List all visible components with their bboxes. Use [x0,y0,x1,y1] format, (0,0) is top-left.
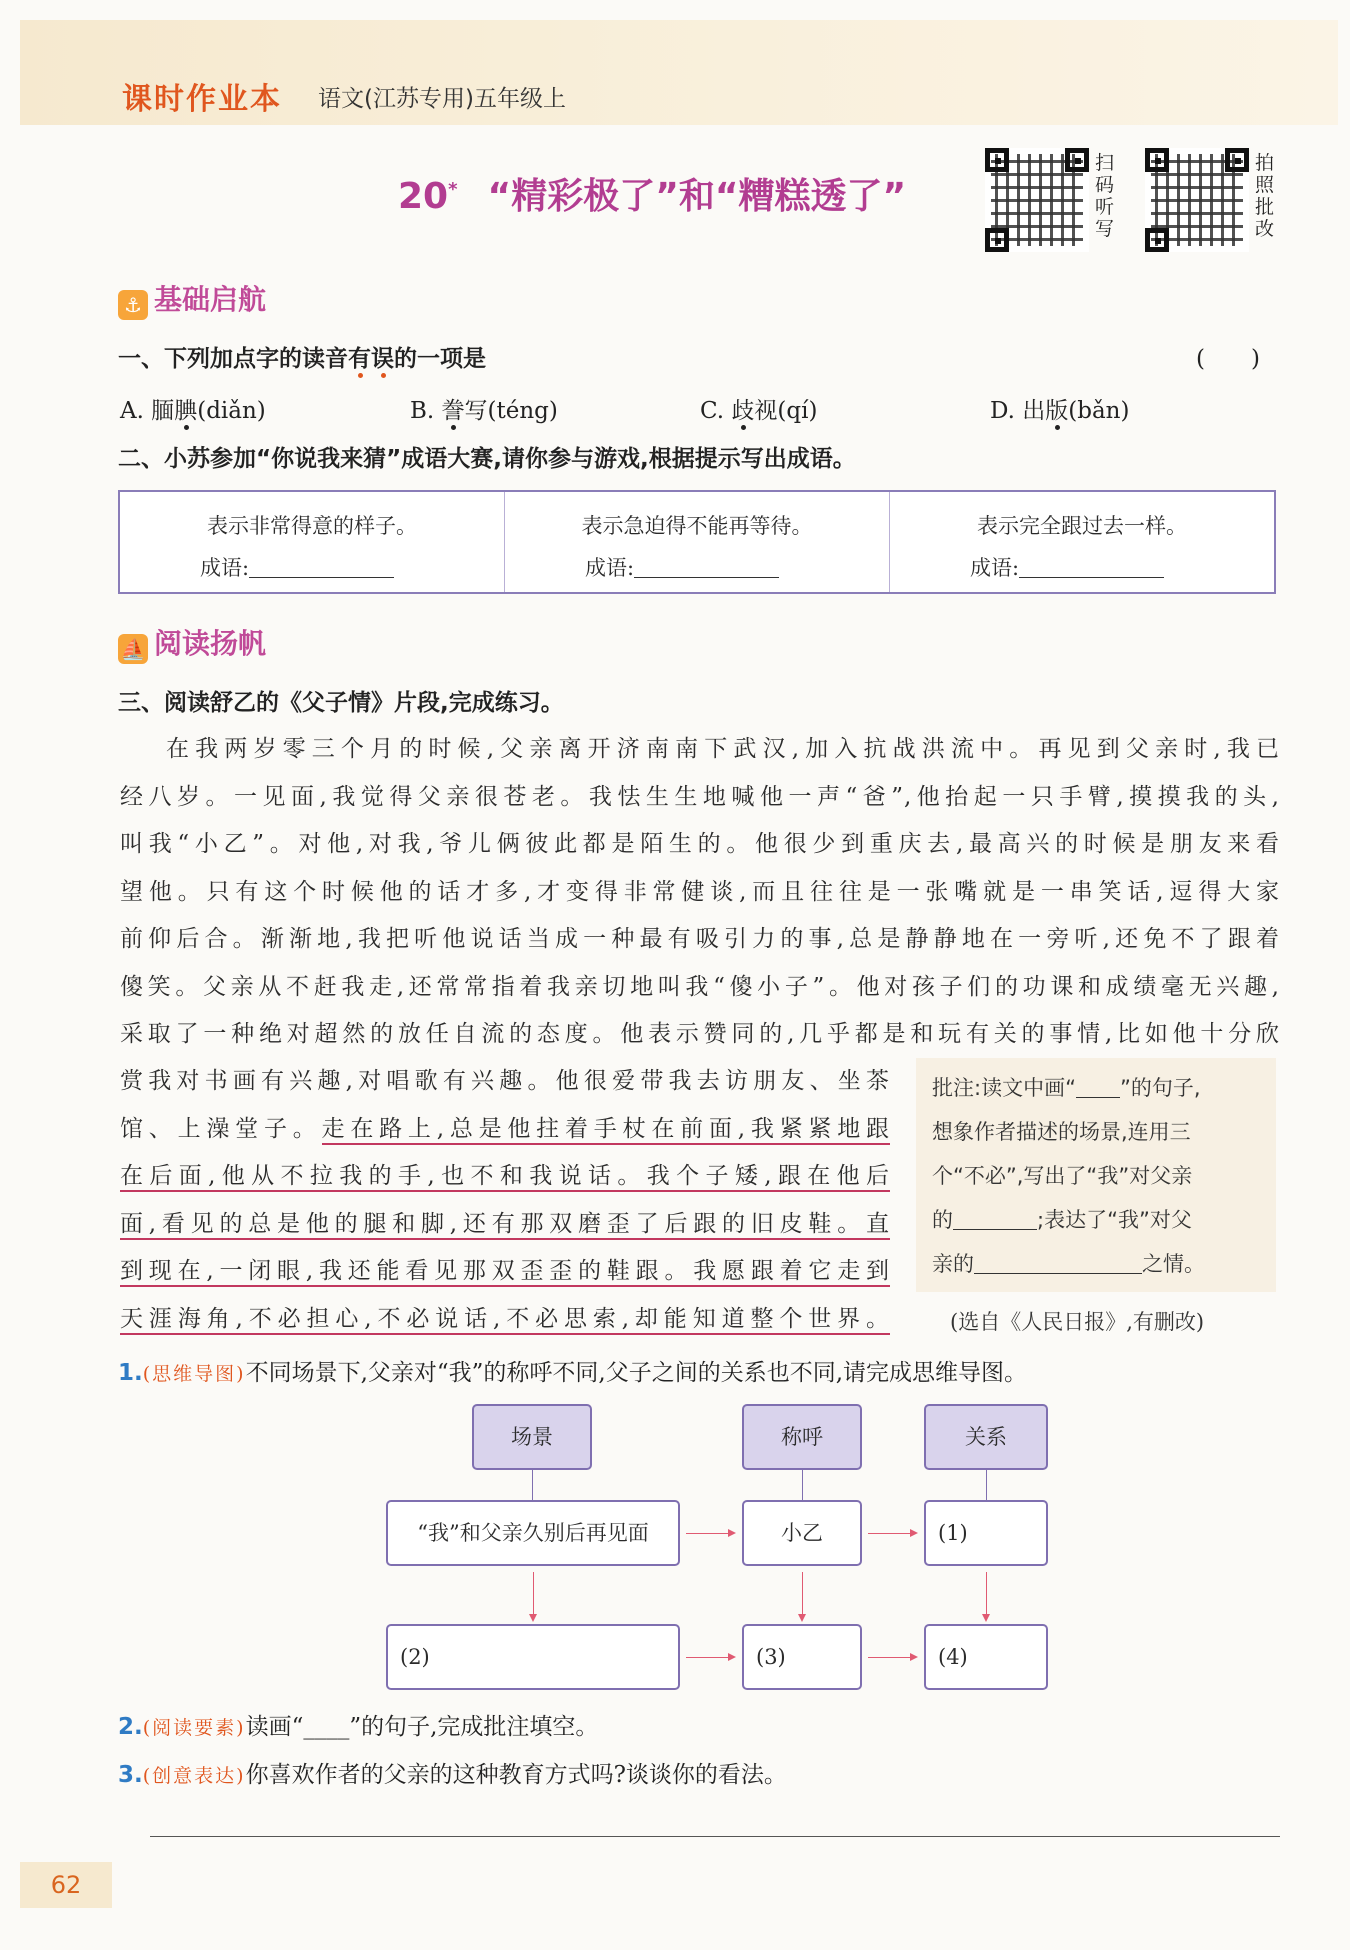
passage-line: 面,看见的总是他的腿和脚,还有那双磨歪了后跟的旧皮鞋。直 [120,1201,890,1249]
option-b[interactable]: B. 誊写(téng) [410,398,558,424]
passage-line: 经八岁。一见面,我觉得父亲很苍老。我怯生生地喊他一声“爸”,他抬起一只手臂,摸摸我的头, [120,783,1280,810]
idiom-hint: 表示完全跟过去一样。 [977,514,1187,538]
qr-label-grading: 拍照批改 [1255,152,1275,240]
lesson-title [398,168,906,219]
passage-line: 馆、上澡堂子。走在路上,总是他拄着手杖在前面,我紧紧地跟 [120,1106,890,1154]
annotation-box: 批注:读文中画“ ”的句子, 想象作者描述的场景,连用三 个“不必”,写出了“我”对父亲 的 ;表达了“我”对父 亲的 之情。 [916,1058,1276,1292]
idiom-hint: 表示急迫得不能再等待。 [581,514,813,538]
passage-line: 前仰后合。渐渐地,我把听他说话当成一种最有吸引力的事,总是静静地在一旁听,还免不了跟着 [120,926,1280,952]
question-3: 三、阅读舒乙的《父子情》片段,完成练习。 [118,690,564,716]
option-d[interactable]: D. 出版(bǎn) [990,398,1130,424]
passage-line: 在后面,他从不拉我的手,也不和我说话。我个子矮,跟在他后 [120,1153,890,1201]
idiom-cell [120,492,505,592]
idiom-answer[interactable]: 成语: [585,552,779,582]
idiom-cell [890,492,1274,592]
lesson-mark: * [448,179,458,200]
qr-code-icon[interactable] [985,148,1089,252]
subquestion-1: 1.(思维导图)不同场景下,父亲对“我”的称呼不同,父子之间的关系也不同,请完成思维导图。 [118,1360,1028,1386]
question-2: 二、小苏参加“你说我来猜”成语大赛,请你参与游戏,根据提示写出成语。 [118,446,856,472]
page-number: 62 [20,1862,112,1908]
annotation-blank-1[interactable]: 的 ;表达了“我”对父 [932,1208,1192,1232]
option-c[interactable]: C. 歧视(qí) [700,398,818,424]
brand-title: 课时作业本 [122,82,282,117]
passage-line: 采取了一种绝对超然的放任自流的态度。他表示赞同的,几乎都是和玩有关的事情,比如他十分欣 [120,1021,1280,1047]
passage [120,726,1280,1059]
subject-label: 语文(江苏专用)五年级上 [318,86,566,112]
idiom-answer[interactable]: 成语: [200,552,394,582]
qr-code-icon[interactable] [1145,148,1249,252]
subquestion-2: 2.(阅读要素)读画“____”的句子,完成批注填空。 [118,1714,599,1740]
idiom-table [118,490,1276,594]
answer-bracket[interactable]: ( ) [1196,346,1260,372]
section-basic-label: 基础启航 [154,283,267,316]
section-basic [118,278,266,320]
mindmap-header-scene: 场景 [472,1404,592,1470]
annotation-blank-2[interactable]: 亲的 之情。 [932,1252,1205,1276]
anchor-icon: ⚓ [118,290,148,320]
mindmap-relation-blank-1[interactable]: (1) [924,1500,1048,1566]
passage-line: 到现在,一闭眼,我还能看见那双歪歪的鞋跟。我愿跟着它走到 [120,1248,890,1296]
section-reading-label: 阅读扬帆 [154,627,267,660]
idiom-answer[interactable]: 成语: [970,552,1164,582]
idiom-cell [505,492,890,592]
mindmap-name-blank-3[interactable]: (3) [742,1624,862,1690]
mindmap-header-name: 称呼 [742,1404,862,1470]
option-a[interactable]: A. 腼腆(diǎn) [120,398,266,424]
passage-line: 天涯海角,不必担心,不必说话,不必思索,却能知道整个世界。 [120,1296,890,1344]
lesson-number: 20 [398,176,449,217]
lesson-title-text: “精彩极了”和“糟糕透了” [487,176,907,217]
idiom-hint: 表示非常得意的样子。 [207,514,417,538]
mindmap-name-1: 小乙 [742,1500,862,1566]
passage-line: 傻笑。父亲从不赶我走,还常常指着我亲切地叫我“傻小子”。他对孩子们的功课和成绩毫无兴趣, [120,973,1280,1000]
qr-label-dictation: 扫码听写 [1095,152,1115,240]
mindmap-scene-1: “我”和父亲久别后再见面 [386,1500,680,1566]
passage-line: 在我两岁零三个月的时候,父亲离开济南南下武汉,加入抗战洪流中。再见到父亲时,我已 [166,736,1280,762]
mindmap-relation-blank-4[interactable]: (4) [924,1624,1048,1690]
passage-narrow [120,1058,890,1343]
passage-line: 叫我“小乙”。对他,对我,爷儿俩彼此都是陌生的。他很少到重庆去,最高兴的时候是朋友来看 [120,831,1280,857]
section-reading [118,622,266,664]
passage-line: 赏我对书画有兴趣,对唱歌有兴趣。他很爱带我去访朋友、坐茶 [120,1068,890,1094]
sailboat-icon: ⛵ [118,634,148,664]
answer-line[interactable] [150,1836,1280,1837]
passage-line: 望他。只有这个时候他的话才多,才变得非常健谈,而且往往是一张嘴就是一串笑话,逗得大家 [120,878,1280,905]
question-1: 一、下列加点字的读音有误的一项是 [118,346,486,372]
source-note: (选自《人民日报》,有删改) [950,1310,1205,1334]
mindmap-scene-blank-2[interactable]: (2) [386,1624,680,1690]
mindmap-header-relation: 关系 [924,1404,1048,1470]
subquestion-3: 3.(创意表达)你喜欢作者的父亲的这种教育方式吗?谈谈你的看法。 [118,1762,787,1788]
